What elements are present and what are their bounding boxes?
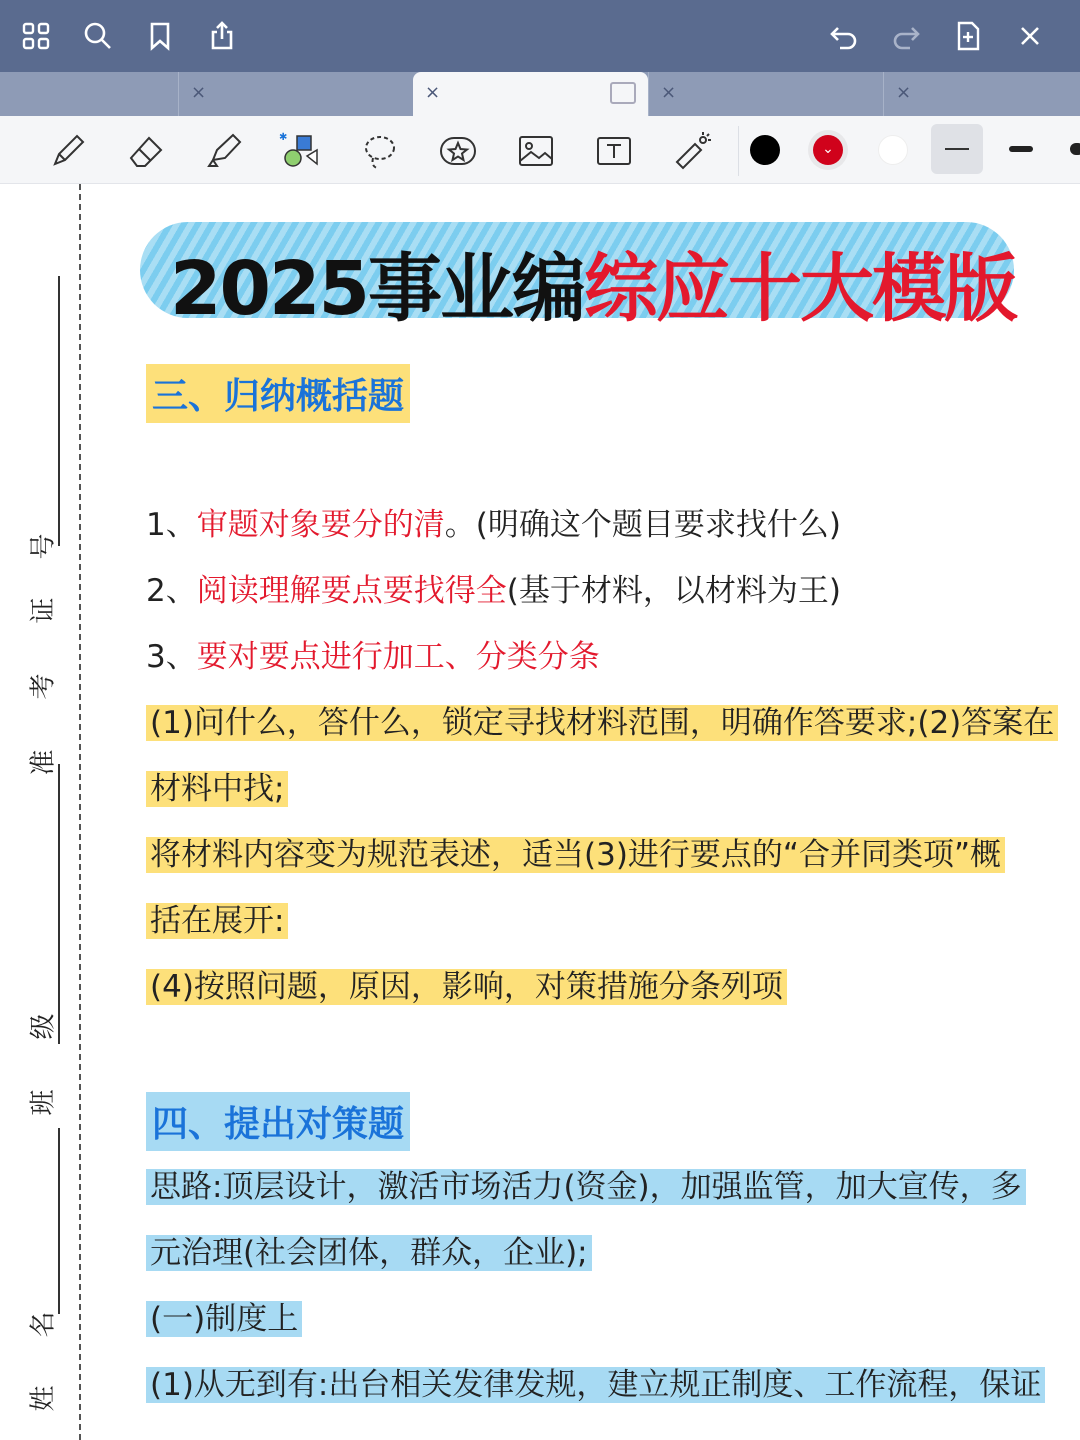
tab-document-4[interactable] <box>883 72 1080 116</box>
highlighted-line: 将材料内容变为规范表述，适当(3)进行要点的“合并同类项”概 <box>146 832 1005 878</box>
margin-label: 名 <box>28 1311 59 1338</box>
highlighted-line: 思路:顶层设计，激活市场活力(资金)，加强监管，加大宣传，多 <box>146 1164 1026 1210</box>
page-title <box>170 230 1016 336</box>
margin-label: 级 <box>28 1013 59 1040</box>
stroke-width-medium[interactable] <box>1009 146 1033 152</box>
laser-pointer-icon[interactable] <box>668 128 716 174</box>
margin-label: 班 <box>28 1089 59 1116</box>
margin-line <box>58 276 60 546</box>
chevron-down-icon: ⌄ <box>813 135 843 165</box>
undo-icon[interactable] <box>824 16 864 56</box>
tab-close-button[interactable]: × <box>191 82 207 103</box>
tab-document-active[interactable] <box>413 72 648 116</box>
sticker-icon[interactable] <box>434 128 482 174</box>
toolbar-divider <box>738 126 739 176</box>
lasso-icon[interactable] <box>356 128 404 174</box>
image-icon[interactable] <box>512 128 560 174</box>
margin-label: 号 <box>28 533 59 560</box>
highlighted-line: (1)问什么，答什么，锁定寻找材料范围，明确作答要求;(2)答案在 <box>146 700 1058 746</box>
grid-icon[interactable] <box>16 16 56 56</box>
highlighter-icon[interactable] <box>200 128 248 174</box>
color-swatch-red[interactable] <box>808 130 848 170</box>
section-heading-4: 四、提出对策题 <box>146 1092 410 1151</box>
eraser-icon[interactable] <box>122 128 170 174</box>
margin-label: 姓 <box>28 1385 59 1412</box>
add-page-icon[interactable] <box>948 16 988 56</box>
pen-icon[interactable] <box>44 128 92 174</box>
redo-icon[interactable] <box>886 16 926 56</box>
margin-label: 准 <box>28 749 59 776</box>
margin-line <box>58 764 60 1044</box>
highlighted-line: (1)从无到有:出台相关发律发规，建立规正制度、工作流程，保证 <box>146 1362 1045 1408</box>
margin-label: 证 <box>28 597 59 624</box>
highlighted-line: 括在展开: <box>146 898 288 944</box>
section-heading-3: 三、归纳概括题 <box>146 364 410 423</box>
share-icon[interactable] <box>202 16 242 56</box>
document-tabs <box>0 72 1080 116</box>
margin-label: 考 <box>28 673 59 700</box>
margin-dashed-line <box>79 184 81 1440</box>
shapes-icon[interactable] <box>276 128 324 174</box>
highlighted-line: 元治理(社会团体，群众，企业); <box>146 1230 592 1276</box>
title-black-part: 2025事业编 <box>170 246 584 332</box>
tab-document-1[interactable] <box>178 72 414 116</box>
svg-text:✱: ✱ <box>279 132 288 143</box>
text-icon[interactable] <box>590 128 638 174</box>
title-red-part: 综应十大模版 <box>583 246 1016 332</box>
color-swatch-white[interactable] <box>878 135 908 165</box>
highlighted-line: 材料中找; <box>146 766 288 812</box>
list-item: 3、要对要点进行加工、分类分条 <box>146 639 600 675</box>
tab-document-3[interactable] <box>648 72 884 116</box>
bookmark-icon[interactable] <box>140 16 180 56</box>
color-swatch-black[interactable] <box>750 135 780 165</box>
margin-line <box>58 1128 60 1314</box>
list-item: 1、审题对象要分的清。(明确这个题目要求找什么) <box>146 507 841 543</box>
note-page <box>0 184 1080 1440</box>
tab-close-button[interactable]: × <box>896 82 912 103</box>
stroke-width-thick[interactable] <box>1070 143 1080 155</box>
stroke-width-thin[interactable] <box>931 124 983 174</box>
drawing-toolbar <box>0 116 1080 184</box>
page-title-banner <box>140 222 1016 332</box>
top-app-bar <box>0 0 1080 72</box>
split-view-icon[interactable] <box>610 82 636 104</box>
highlighted-line: (一)制度上 <box>146 1296 302 1342</box>
close-icon[interactable] <box>1010 16 1050 56</box>
list-item: 2、阅读理解要点要找得全(基于材料，以材料为王) <box>146 573 841 609</box>
tab-close-button[interactable]: × <box>661 82 677 103</box>
search-icon[interactable] <box>78 16 118 56</box>
tab-close-button[interactable]: × <box>425 82 441 103</box>
highlighted-line: (4)按照问题，原因，影响，对策措施分条列项 <box>146 964 787 1010</box>
